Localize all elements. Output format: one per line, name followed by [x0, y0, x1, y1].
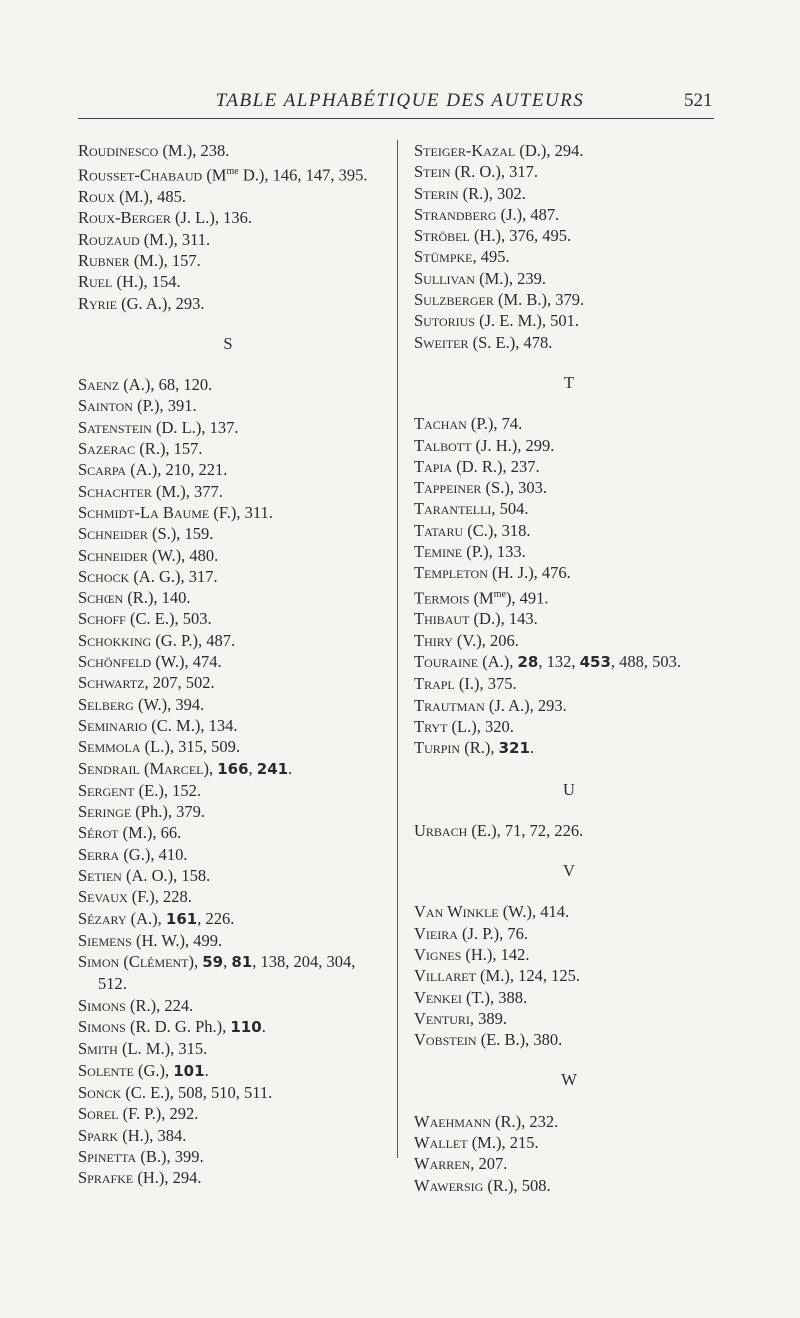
author-name: Tapia [414, 456, 453, 476]
entry-text: (J. E. M.), 501. [474, 311, 580, 331]
entry-text: W [561, 1070, 577, 1090]
index-entry [78, 951, 378, 995]
author-name: Sweiter [414, 332, 469, 352]
entry-text: , 389. [469, 1008, 508, 1028]
index-entry [414, 1008, 724, 1029]
author-name: Sevaux [78, 887, 128, 907]
entry-text: (V.), 206. [452, 630, 519, 650]
index-entry [414, 140, 724, 161]
author-name: Vieira [414, 923, 458, 943]
author-name: Tachan [414, 414, 467, 434]
index-entry [414, 651, 724, 673]
entry-text: (S.), 303. [481, 478, 547, 498]
index-entry [414, 413, 724, 434]
index-entry [414, 584, 724, 609]
entry-text: (E. B.), 380. [476, 1030, 563, 1050]
entry-text: (H.), 376, 495. [469, 226, 572, 246]
index-entry [414, 183, 724, 204]
entry-text: (J. P.), 76. [457, 923, 529, 943]
index-column-right [414, 140, 724, 1196]
entry-text: (C. M.), 134. [147, 715, 238, 735]
entry-text: , 207. [470, 1154, 508, 1174]
index-entry [78, 1038, 378, 1059]
entry-text: (A.), [126, 908, 166, 928]
entry-text: (D. L.), 137. [151, 417, 239, 437]
author-name: Schönfeld [78, 652, 152, 672]
section-letter [78, 333, 378, 354]
index-entry [414, 310, 724, 331]
author-name: Talbott [414, 435, 472, 455]
index-entry [78, 801, 378, 822]
author-name: Touraine [414, 652, 479, 672]
entry-text: (R.), [460, 738, 499, 758]
entry-text: (R. D. G. Ph.), [125, 1017, 231, 1037]
author-name: Sendrail [78, 758, 140, 778]
index-entry [414, 332, 724, 353]
index-entry [78, 865, 378, 886]
entry-text: (M.), 239. [474, 268, 546, 288]
bold-page-ref: 81 [231, 953, 253, 972]
index-entry [78, 908, 378, 930]
author-name: Steiger-Kazal [414, 141, 516, 160]
entry-text: (D.), 143. [469, 609, 538, 629]
author-name: Schwartz [78, 673, 145, 693]
author-name: Sonck [78, 1082, 122, 1102]
index-entry [414, 1111, 724, 1132]
entry-text: (L.), 315, 509. [140, 737, 240, 757]
author-name: Schneider [78, 545, 148, 565]
author-name: Templeton [414, 563, 488, 583]
entry-text: , [248, 758, 257, 778]
author-name: Ryrie [78, 293, 118, 313]
author-name: Vobstein [414, 1030, 477, 1050]
index-entry [78, 672, 378, 693]
index-column-left [78, 140, 378, 1188]
author-name: Simons [78, 1017, 126, 1037]
entry-text: (M.), 485. [115, 187, 187, 207]
entry-text: ), 491. [505, 588, 549, 608]
entry-text: (A.), 210, 221. [126, 460, 228, 480]
author-name: Schokking [78, 630, 152, 650]
author-name: Sullivan [414, 268, 475, 288]
author-name: Schneider [78, 524, 148, 544]
entry-text: (A. G.), 317. [129, 566, 218, 586]
entry-text: , 488, 503. [610, 652, 682, 672]
index-entry [414, 1175, 724, 1196]
author-name: Temine [414, 542, 463, 562]
index-entry [78, 374, 378, 395]
bold-page-ref: 28 [517, 653, 539, 672]
entry-text: , 226. [197, 908, 235, 928]
index-entry [414, 673, 724, 694]
entry-text: (T.), 388. [461, 987, 528, 1007]
author-name: Sérot [78, 823, 119, 843]
entry-text: (J. L.), 136. [170, 208, 252, 228]
entry-text: (G. P.), 487. [151, 630, 236, 650]
index-entry [78, 293, 378, 314]
entry-text: (B.), 399. [136, 1146, 204, 1166]
entry-text: (R.), 140. [123, 588, 191, 608]
index-entry [414, 1153, 724, 1174]
entry-text: (S.), 159. [147, 524, 214, 544]
superscript: me [493, 588, 506, 600]
index-entry [414, 987, 724, 1008]
index-entry [414, 695, 724, 716]
entry-text: (H.), 154. [112, 272, 181, 292]
entry-text: (R.), 224. [125, 995, 194, 1015]
index-entry [414, 562, 724, 583]
entry-text: (D. R.), 237. [452, 456, 540, 476]
author-name: Seringe [78, 802, 132, 822]
author-name: Villaret [414, 966, 476, 986]
running-title: TABLE ALPHABÉTIQUE DES AUTEURS [215, 90, 585, 111]
author-name: Scarpa [78, 460, 127, 480]
entry-text: (C. E.), 508, 510, 511. [121, 1082, 273, 1102]
entry-text: (R.), 232. [490, 1111, 559, 1131]
author-name: Seminario [78, 715, 148, 735]
bold-page-ref: 453 [579, 653, 611, 672]
entry-text: (W.), 474. [151, 652, 222, 672]
entry-text: (D.), 294. [515, 141, 584, 160]
entry-text: (J.), 487. [496, 204, 560, 224]
author-name: Sergent [78, 780, 135, 800]
header-rule [78, 118, 714, 119]
index-entry [78, 1125, 378, 1146]
author-name: Simon [78, 952, 120, 972]
author-name: Tataru [414, 520, 464, 540]
author-name: Trapl [414, 674, 455, 694]
entry-text: (A. O.), 158. [121, 866, 211, 885]
index-entry [78, 271, 378, 292]
index-entry [78, 844, 378, 865]
author-name: Rubner [78, 250, 130, 270]
author-name: Wallet [414, 1133, 468, 1153]
index-entry [78, 1103, 378, 1124]
author-name: Venturi [414, 1008, 470, 1028]
index-entry [78, 608, 378, 629]
entry-text: (R.), 508. [483, 1175, 551, 1195]
author-name: Stümpke [414, 247, 473, 267]
index-entry [78, 459, 378, 480]
index-entry [78, 207, 378, 228]
index-entry [414, 923, 724, 944]
entry-text: ), [203, 758, 218, 778]
entry-text: (S. E.), 478. [468, 332, 553, 352]
entry-text: T [563, 372, 575, 392]
index-entry [78, 715, 378, 736]
author-name: Marcel [149, 758, 204, 778]
author-name: Stein [414, 162, 451, 182]
index-entry [78, 886, 378, 907]
entry-text: (C. E.), 503. [125, 609, 212, 629]
index-entry [414, 965, 724, 986]
entry-text: (Ph.), 379. [131, 802, 205, 822]
author-name: Sazerac [78, 439, 136, 459]
author-name: Roux-Berger [78, 208, 171, 228]
author-name: Tappeiner [414, 478, 482, 498]
index-entry [414, 161, 724, 182]
author-name: Serra [78, 844, 120, 864]
index-entry [78, 566, 378, 587]
author-name: Venkei [414, 987, 462, 1007]
index-entry [78, 523, 378, 544]
entry-text: (L. M.), 315. [117, 1039, 208, 1059]
author-name: Sutorius [414, 311, 475, 331]
author-name: Schmidt-La Baume [78, 502, 210, 522]
entry-text: (R. O.), 317. [450, 162, 539, 182]
entry-text: U [563, 779, 575, 799]
entry-text: ( [139, 758, 150, 778]
entry-text: (F. P.), 292. [118, 1104, 199, 1124]
entry-text: (F.), 311. [209, 502, 273, 522]
index-entry [78, 736, 378, 757]
author-name: Spinetta [78, 1146, 137, 1166]
entry-text: (J. H.), 299. [471, 435, 555, 455]
entry-text: (E.), 152. [134, 780, 201, 800]
author-name: Van Winkle [414, 902, 499, 922]
index-entry [78, 587, 378, 608]
index-entry [78, 250, 378, 271]
index-entry [414, 608, 724, 629]
index-entry [78, 780, 378, 801]
author-name: Sprafke [78, 1168, 134, 1188]
author-name: Termois [414, 588, 470, 608]
index-entry [78, 395, 378, 416]
entry-text: , 132, [538, 652, 580, 672]
entry-text: (G.), 410. [119, 844, 188, 864]
entry-text: D.), 146, 147, 395. [238, 165, 368, 185]
author-name: Rouzaud [78, 229, 140, 249]
author-name: Clément [128, 952, 189, 972]
author-name: Schoff [78, 609, 126, 629]
entry-text: , [223, 952, 232, 972]
entry-text: , 504. [491, 499, 529, 519]
entry-text: . [261, 1017, 266, 1037]
index-entry [78, 995, 378, 1016]
author-name: Strandberg [414, 204, 497, 224]
bold-page-ref: 241 [256, 759, 289, 778]
author-name: Rousset-Chabaud [78, 165, 203, 185]
entry-text: (H. W.), 499. [131, 930, 223, 950]
author-name: Sterin [414, 183, 459, 203]
author-name: Ströbel [414, 226, 470, 246]
column-divider [397, 140, 398, 1158]
entry-text: (R.), 302. [458, 183, 526, 203]
page-header [0, 90, 800, 114]
author-name: Sainton [78, 396, 133, 416]
bold-page-ref: 166 [217, 759, 249, 778]
entry-text: (W.), 394. [133, 694, 205, 714]
author-name: Sorel [78, 1104, 119, 1124]
index-entry [78, 1146, 378, 1167]
index-entry [78, 1060, 378, 1082]
author-name: Semmola [78, 737, 141, 757]
entry-text: (A.), [478, 652, 518, 672]
entry-text: (F.), 228. [127, 887, 192, 907]
index-entry [414, 456, 724, 477]
index-entry [78, 1082, 378, 1103]
index-entry [414, 204, 724, 225]
index-entry [414, 737, 724, 759]
index-entry [78, 822, 378, 843]
entry-text: . [288, 758, 293, 778]
index-entry [78, 417, 378, 438]
index-entry [78, 140, 378, 161]
entry-text: . [529, 738, 535, 758]
entry-text: ( [119, 952, 129, 972]
entry-text: V [563, 861, 575, 881]
entry-text: (M [469, 588, 494, 608]
entry-text: (M.), 66. [118, 823, 182, 843]
entry-text: (M.), 238. [158, 141, 230, 160]
index-entry [414, 477, 724, 498]
entry-text: (M.), 311. [139, 229, 211, 249]
entry-text: (H.), 142. [461, 945, 530, 964]
entry-text: , 495. [472, 247, 510, 267]
index-entry [414, 498, 724, 519]
index-entry [414, 1132, 724, 1153]
superscript: me [226, 166, 239, 178]
index-entry [78, 651, 378, 672]
entry-text: (P.), 391. [132, 396, 197, 416]
section-letter [414, 372, 724, 393]
entry-text: (W.), 414. [498, 902, 570, 922]
author-name: Waehmann [414, 1111, 491, 1131]
index-entry [414, 820, 724, 841]
author-name: Saenz [78, 375, 120, 395]
index-entry [78, 161, 378, 186]
author-name: Siemens [78, 930, 132, 950]
index-entry [78, 1167, 378, 1188]
author-name: Setien [78, 866, 122, 885]
entry-text: S [223, 333, 233, 353]
entry-text: (A.), 68, 120. [119, 375, 213, 395]
author-name: Turpin [414, 738, 461, 758]
index-entry [78, 694, 378, 715]
index-entry [414, 435, 724, 456]
author-name: Smith [78, 1039, 118, 1059]
entry-text: (W.), 480. [147, 545, 219, 565]
entry-text: (M.), 377. [151, 481, 223, 501]
entry-text: , 138, 204, 304, 512. [98, 952, 356, 994]
author-name: Warren [414, 1154, 471, 1174]
author-name: Satenstein [78, 417, 152, 437]
entry-text: (G.), [133, 1060, 174, 1080]
index-entry [414, 246, 724, 267]
page-number: 521 [684, 90, 713, 111]
entry-text: (P.), 133. [462, 542, 526, 562]
author-name: Thibaut [414, 609, 470, 629]
section-letter [414, 1069, 724, 1090]
entry-text: . [204, 1060, 209, 1080]
index-entry [414, 944, 724, 965]
author-name: Thiry [414, 630, 453, 650]
author-name: Sézary [78, 908, 127, 928]
index-entry [78, 545, 378, 566]
index-entry [414, 716, 724, 737]
author-name: Vignes [414, 945, 462, 964]
entry-text: (M.), 124, 125. [475, 966, 580, 986]
index-entry [78, 229, 378, 250]
entry-text: (H.), 294. [133, 1168, 202, 1188]
index-entry [78, 438, 378, 459]
author-name: Spark [78, 1125, 119, 1145]
author-name: Schock [78, 566, 130, 586]
index-entry [78, 1016, 378, 1038]
entry-text: (R.), 157. [135, 439, 203, 459]
index-entry [78, 930, 378, 951]
index-entry [78, 630, 378, 651]
entry-text: (I.), 375. [454, 674, 517, 694]
entry-text: (P.), 74. [466, 414, 523, 434]
entry-text: (M [202, 165, 227, 185]
entry-text: (G. A.), 293. [117, 293, 205, 313]
index-entry [78, 502, 378, 523]
entry-text: , 207, 502. [144, 673, 215, 693]
index-entry [414, 1029, 724, 1050]
index-entry [414, 268, 724, 289]
entry-text: (J. A.), 293. [484, 695, 567, 715]
bold-page-ref: 161 [165, 909, 198, 928]
bold-page-ref: 110 [230, 1018, 262, 1037]
entry-text: (C.), 318. [463, 520, 531, 540]
index-entry [78, 481, 378, 502]
author-name: Schœn [78, 588, 124, 608]
author-name: Roudinesco [78, 141, 159, 160]
author-name: Selberg [78, 694, 134, 714]
entry-text: (M.), 157. [129, 250, 201, 270]
entry-text: (H. J.), 476. [487, 563, 571, 583]
entry-text: (E.), 71, 72, 226. [467, 820, 584, 840]
index-entry [414, 541, 724, 562]
author-name: Roux [78, 187, 116, 207]
section-letter [414, 779, 724, 800]
section-letter [414, 860, 724, 881]
author-name: Trautman [414, 695, 485, 715]
index-entry [414, 901, 724, 922]
index-entry [414, 630, 724, 651]
author-name: Solente [78, 1060, 134, 1080]
index-entry [78, 186, 378, 207]
index-entry [414, 520, 724, 541]
index-entry [414, 289, 724, 310]
author-name: Simons [78, 995, 126, 1015]
author-name: Sulzberger [414, 290, 494, 310]
index-entry [414, 225, 724, 246]
bold-page-ref: 321 [498, 739, 530, 758]
entry-text: (M. B.), 379. [493, 290, 585, 310]
entry-text: (L.), 320. [447, 716, 514, 736]
author-name: Tarantelli [414, 499, 492, 519]
entry-text: ), [188, 952, 203, 972]
author-name: Ruel [78, 272, 113, 292]
entry-text: (H.), 384. [118, 1125, 187, 1145]
index-entry [78, 758, 378, 780]
author-name: Schachter [78, 481, 152, 501]
author-name: Tryt [414, 716, 448, 736]
author-name: Urbach [414, 820, 468, 840]
entry-text: (M.), 215. [467, 1133, 539, 1153]
bold-page-ref: 59 [202, 953, 224, 972]
author-name: Wawersig [414, 1175, 484, 1195]
bold-page-ref: 101 [173, 1061, 205, 1080]
